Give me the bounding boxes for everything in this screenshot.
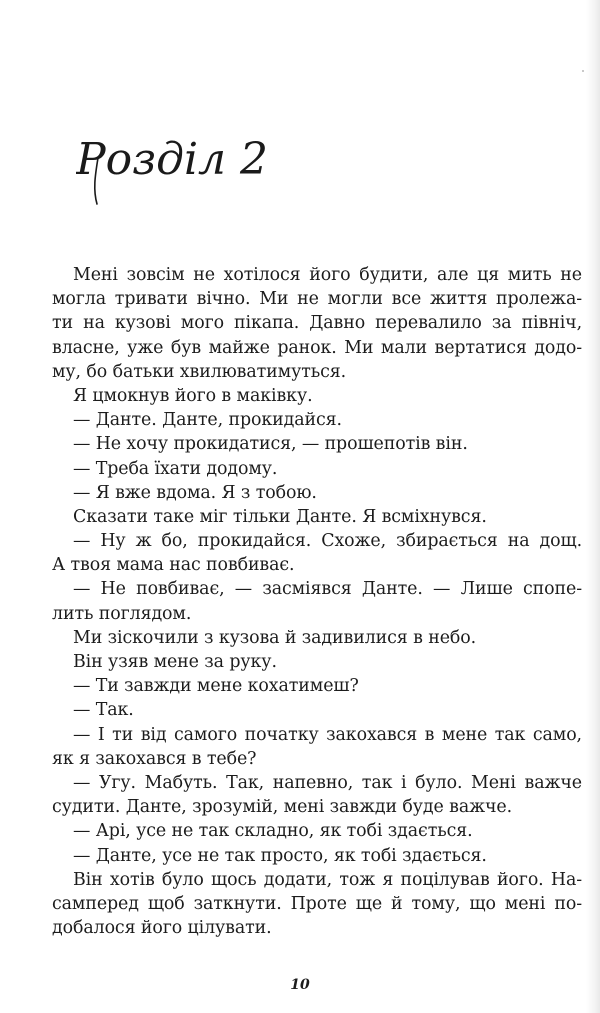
- text-line: — Ну ж бо, прокидайся. Схоже, збирається на дощ.: [73, 531, 582, 552]
- chapter-heading: [76, 128, 296, 208]
- text-line: — Арі, усе не так складно, як тобі здається.: [73, 821, 473, 842]
- text-line: самперед щоб заткнути. Проте ще й тому, що мені по-: [52, 893, 582, 914]
- text-line: Ми зіскочили з кузова й задивилися в небо.: [73, 627, 477, 648]
- chapter-title-text: Розділ 2: [76, 134, 269, 185]
- text-line: А твоя мама нас повбиває.: [52, 555, 295, 576]
- text-line: — І ти від самого початку закохався в мене так само,: [73, 724, 582, 745]
- text-line: Він хотів було щось додати, тож я поцілував його. На-: [73, 869, 582, 890]
- chapter-body-text: [52, 263, 582, 940]
- paper-speck: [582, 70, 584, 72]
- page-number: 10: [290, 977, 310, 993]
- text-line: Він узяв мене за руку.: [73, 652, 277, 672]
- text-line: — Так.: [73, 700, 134, 721]
- text-line: добалося його цілувати.: [52, 918, 272, 939]
- text-line: — Ти завжди мене кохатимеш?: [73, 676, 359, 697]
- text-line: му, бо батьки хвилюватимуться.: [52, 361, 347, 382]
- text-line: — Я вже вдома. Я з тобою.: [73, 482, 317, 503]
- text-line: — Не хочу прокидатися, — прошепотів він.: [73, 434, 468, 455]
- text-line: Мені зовсім не хотілося його будити, але ця мить не: [73, 265, 582, 285]
- text-line: Я цмокнув його в маківку.: [73, 385, 313, 406]
- text-line: власне, уже був майже ранок. Ми мали вертатися додо-: [52, 337, 582, 358]
- text-line: могла тривати вічно. Ми не могли все життя пролежа-: [52, 289, 582, 310]
- text-line: ти на кузові мого пікапа. Давно перевалило за північ,: [52, 313, 582, 334]
- text-line: як я закохався в тебе?: [52, 748, 257, 769]
- chapter-heading-script: [76, 128, 296, 208]
- page-edge-shadow: [586, 0, 600, 1013]
- text-line: — Данте, усе не так просто, як тобі здається.: [73, 845, 487, 866]
- text-line: — Треба їхати додому.: [73, 458, 278, 479]
- text-line: Сказати таке міг тільки Данте. Я всміхнувся.: [73, 506, 487, 527]
- text-line: лить поглядом.: [52, 603, 192, 624]
- text-line: — Данте. Данте, прокидайся.: [73, 410, 342, 431]
- text-line: — Не повбиває, — засміявся Данте. — Лише спопе-: [73, 579, 582, 600]
- text-line: — Угу. Мабуть. Так, напевно, так і було. Мені важче: [73, 772, 582, 793]
- text-line: судити. Данте, зрозумій, мені завжди буде важче.: [52, 797, 513, 818]
